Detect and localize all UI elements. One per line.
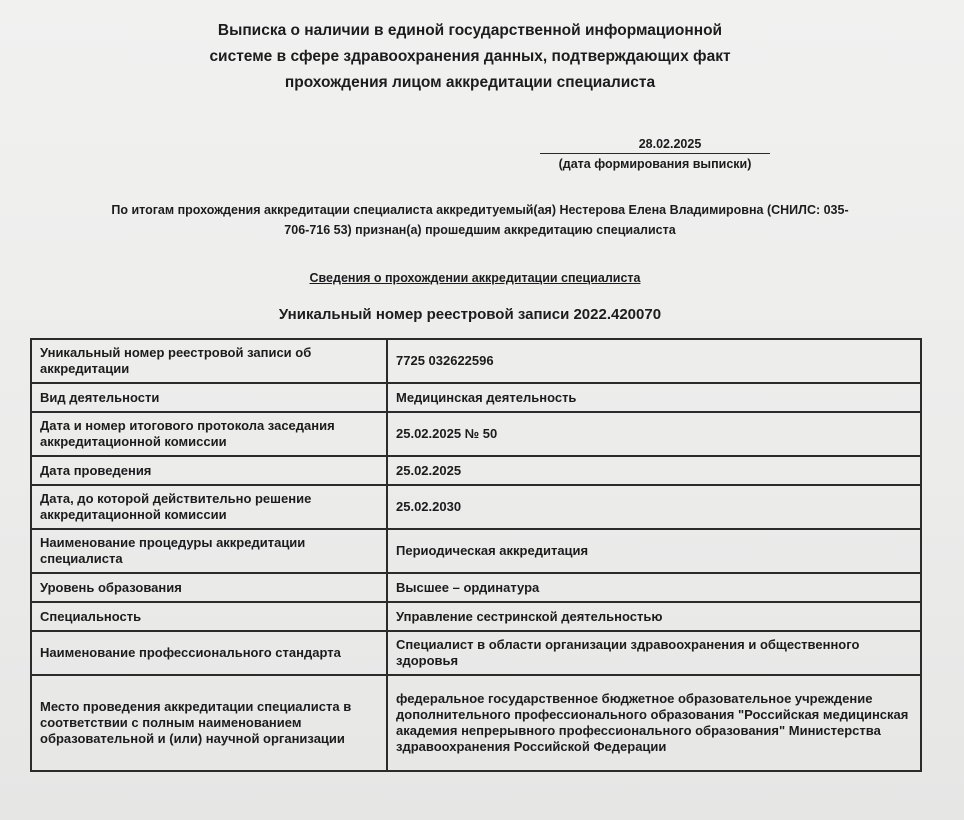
row-value: Управление сестринской деятельностью bbox=[387, 602, 921, 631]
row-label: Дата и номер итогового протокола заседания аккредитационной комиссии bbox=[31, 412, 387, 456]
intro-line-1: По итогам прохождения аккредитации специалиста аккредитуемый(ая) Нестерова Елена Владимировна (СНИЛС: 035- bbox=[111, 203, 849, 217]
document-title bbox=[150, 18, 790, 96]
row-value: 25.02.2030 bbox=[387, 485, 921, 529]
table-row bbox=[31, 412, 921, 456]
table-row bbox=[31, 339, 921, 383]
row-label: Уровень образования bbox=[31, 573, 387, 602]
table-row bbox=[31, 631, 921, 675]
title-line-1: Выписка о наличии в единой государственной информационной bbox=[217, 22, 723, 39]
row-label: Место проведения аккредитации специалиста в соответствии с полным наименованием образовательной и (или) научной организации bbox=[31, 675, 387, 771]
row-label: Наименование процедуры аккредитации специалиста bbox=[31, 529, 387, 573]
row-value: Периодическая аккредитация bbox=[387, 529, 921, 573]
section-title: Сведения о прохождении аккредитации специалиста bbox=[309, 271, 641, 285]
row-label: Дата, до которой действительно решение аккредитационной комиссии bbox=[31, 485, 387, 529]
table-row bbox=[31, 573, 921, 602]
registry-number-title: Уникальный номер реестровой записи 2022.420070 bbox=[278, 306, 662, 323]
table-row bbox=[31, 602, 921, 631]
table-row bbox=[31, 675, 921, 771]
table-row bbox=[31, 529, 921, 573]
issue-date: 28.02.2025 bbox=[540, 137, 770, 154]
row-label: Специальность bbox=[31, 602, 387, 631]
issue-date-caption: (дата формирования выписки) bbox=[558, 157, 752, 171]
row-value: Специалист в области организации здравоохранения и общественного здоровья bbox=[387, 631, 921, 675]
accreditation-info-table bbox=[30, 338, 922, 772]
row-value: 7725 032622596 bbox=[387, 339, 921, 383]
table-row bbox=[31, 485, 921, 529]
title-line-2: системе в сфере здравоохранения данных, подтверждающих факт bbox=[209, 48, 731, 65]
row-label: Вид деятельности bbox=[31, 383, 387, 412]
row-value: 25.02.2025 bbox=[387, 456, 921, 485]
row-value: 25.02.2025 № 50 bbox=[387, 412, 921, 456]
table-row bbox=[31, 383, 921, 412]
row-value: Высшее – ординатура bbox=[387, 573, 921, 602]
row-value: федеральное государственное бюджетное образовательное учреждение дополнительного профессионального образования "Российская медицинская академия непрерывного профессионального образования" Министерства здравоохранения Российской Федерации bbox=[387, 675, 921, 771]
row-value: Медицинская деятельность bbox=[387, 383, 921, 412]
table-row bbox=[31, 456, 921, 485]
row-label: Дата проведения bbox=[31, 456, 387, 485]
row-label: Наименование профессионального стандарта bbox=[31, 631, 387, 675]
title-line-3: прохождения лицом аккредитации специалиста bbox=[284, 74, 656, 91]
intro-paragraph bbox=[40, 200, 920, 240]
issue-date-block bbox=[540, 137, 770, 171]
intro-line-2: 706-716 53) признан(а) прошедшим аккредитацию специалиста bbox=[284, 223, 676, 237]
row-label: Уникальный номер реестровой записи об аккредитации bbox=[31, 339, 387, 383]
